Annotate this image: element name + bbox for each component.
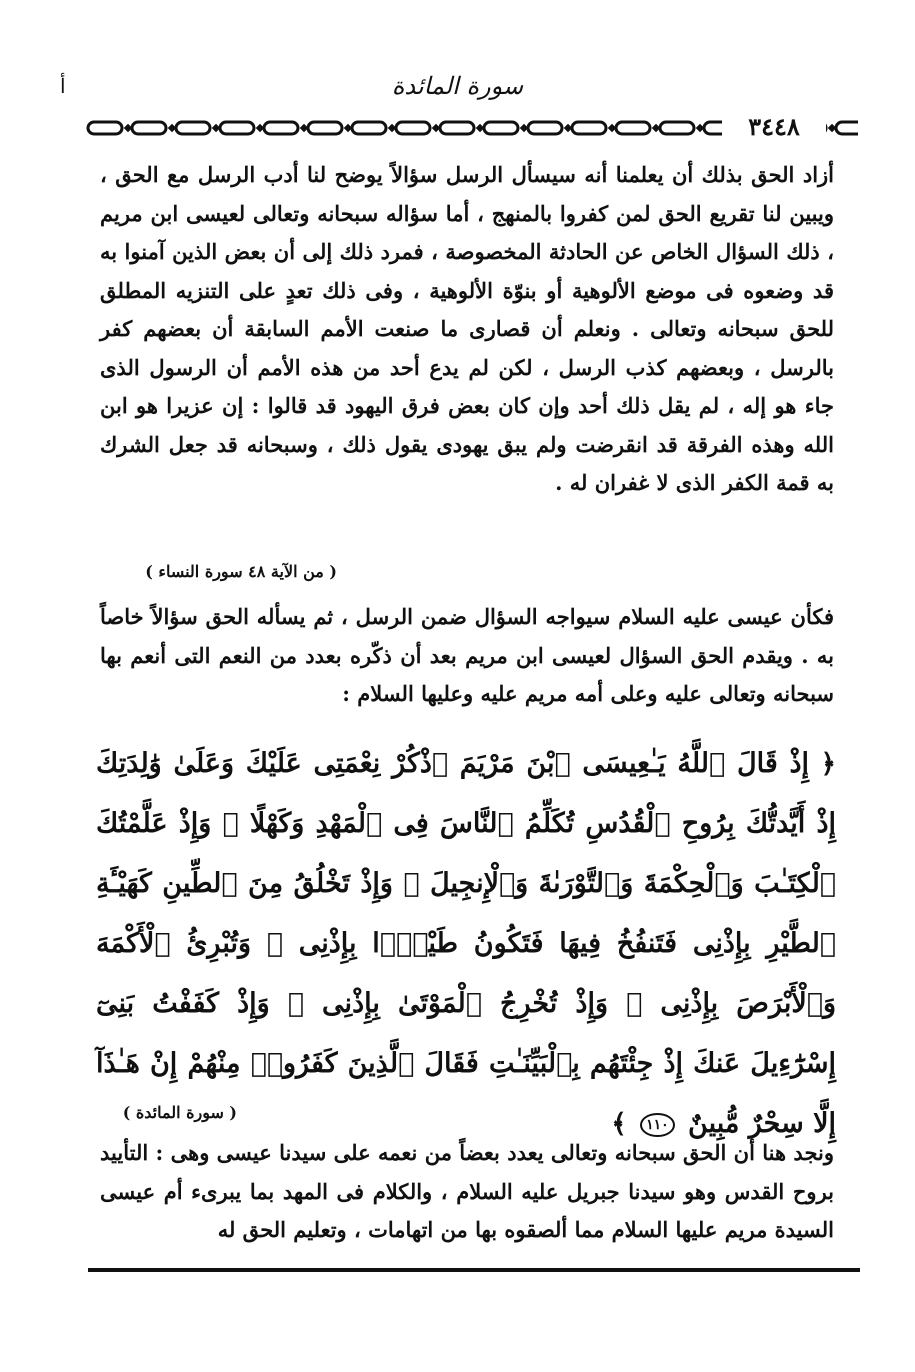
paragraph-2: فكأن عيسى عليه السلام سيواجه السؤال ضمن الرسل ، ثم يسأله الحق سؤالاً خاصاً به . ويقدم الحق السؤال لعيسى ابن مريم بعد أن ذكّره بعدد من النعم التى أنعم بها سبحانه وتعالى عليه وعلى أمه مريم عليه وعليها السلام : — [100, 604, 834, 706]
chain-diamond — [520, 124, 528, 132]
page-corner-mark: أ — [60, 74, 66, 98]
chain-diamond — [388, 124, 396, 132]
chain-link — [88, 122, 122, 134]
surah-reference: ( سورة المائدة ) — [122, 1103, 237, 1122]
footer-rule — [88, 1268, 860, 1272]
quran-verse — [96, 734, 836, 1154]
chain-link — [264, 122, 298, 134]
verse-text: إِذْ قَالَ ٱللَّهُ يَـٰعِيسَى ٱبْنَ مَرْيَمَ ٱذْكُرْ نِعْمَتِى عَلَيْكَ وَعَلَىٰ وَٰلِدَتِكَ إِذْ أَيَّدتُّكَ بِرُوحِ ٱلْقُدُسِ تُكَلِّمُ ٱلنَّاسَ فِى ٱلْمَهْدِ وَكَهْلًا ۖ وَإِذْ عَلَّمْتُكَ ٱلْكِتَـٰبَ وَٱلْحِكْمَةَ وَٱلتَّوْرَىٰةَ وَٱلْإِنجِيلَ ۖ وَإِذْ تَخْلُقُ مِنَ ٱلطِّينِ كَهَيْـَٔةِ ٱلطَّيْرِ بِإِذْنِى فَتَنفُخُ فِيهَا فَتَكُونُ طَيْرًۢا بِإِذْنِى ۖ وَتُبْرِئُ ٱلْأَكْمَهَ وَٱلْأَبْرَصَ بِإِذْنِى ۖ وَإِذْ تُخْرِجُ ٱلْمَوْتَىٰ بِإِذْنِى ۖ وَإِذْ كَفَفْتُ بَنِىٓ إِسْرَٰٓءِيلَ عَنكَ إِذْ جِئْتَهُم بِٱلْبَيِّنَـٰتِ فَقَالَ ٱلَّذِينَ كَفَرُوا۟ مِنْهُمْ إِنْ هَـٰذَآ إِلَّا سِحْرٌ مُّبِينٌ — [96, 748, 836, 1139]
chain-diamond — [652, 124, 660, 132]
chain-diamond — [828, 124, 836, 132]
chain-link — [176, 122, 210, 134]
chain-link — [132, 122, 166, 134]
verse-close-bracket: ﴾ — [611, 1109, 627, 1139]
chain-diamond — [212, 124, 220, 132]
ayah-number-marker: ١١٠ — [640, 1113, 675, 1137]
citation-reference: ( من الآية ٤٨ سورة النساء ) — [145, 562, 337, 581]
chain-link — [396, 122, 430, 134]
chain-link — [528, 122, 562, 134]
chain-link — [440, 122, 474, 134]
paragraph-1: أزاد الحق بذلك أن يعلمنا أنه سيسأل الرسل سؤالاً يوضح لنا أدب الرسل مع الحق ، ويبين لنا تقريع الحق لمن كفروا بالمنهج ، أما سؤاله سبحانه وتعالى لعيسى ابن مريم ، ذلك السؤال الخاص عن الحادثة المخصوصة ، فمرد ذلك إلى أن بعض الذين آمنوا به قد وضعوه فى موضع الألوهية أو بنوّة الألوهية ، وفى ذلك تعدٍ على التنزيه المطلق للحق سبحانه وتعالى . ونعلم أن قصارى ما صنعت الأمم السابقة أن بعضهم كفر بالرسل ، وبعضهم كذب الرسل ، لكن لم يدع أحد من هذه الأمم أن الرسول الذى جاء هو إله ، لم يقل ذلك أحد وإن كان بعض فرق اليهود قد قالوا : إن عزيرا هو ابن الله وهذه الفرقة قد انقرضت ولم يبق يهودى يقول ذلك ، وسبحانه قد جعل الشرك به قمة الكفر الذى لا غفران له . — [100, 162, 834, 495]
chain-link — [660, 122, 694, 134]
chain-diamond — [696, 124, 704, 132]
chain-link — [572, 122, 606, 134]
chain-diamond — [344, 124, 352, 132]
chain-link — [308, 122, 342, 134]
chain-link — [616, 122, 650, 134]
surah-title: سورة المائدة — [391, 72, 524, 100]
verse-open-bracket: ﴿ — [820, 749, 837, 779]
chain-diamond — [432, 124, 440, 132]
paragraph-3: ونجد هنا أن الحق سبحانه وتعالى يعدد بعضاً من نعمه على سيدنا عيسى وهى : التأييد بروح القدس وهو سيدنا جبريل عليه السلام ، والكلام فى المهد بما يبرىء أم عيسى السيدة مريم عليها السلام مما ألصقوه بها من اتهامات ، وتعليم الحق له — [100, 1140, 834, 1242]
chain-diamond — [168, 124, 176, 132]
chain-diamond — [300, 124, 308, 132]
chain-diamond — [476, 124, 484, 132]
chain-diamond — [256, 124, 264, 132]
chain-diamond — [124, 124, 132, 132]
page-number: ٣٤٤٨ — [722, 108, 826, 146]
chain-link — [836, 122, 858, 134]
chain-link — [352, 122, 386, 134]
chain-diamond — [564, 124, 572, 132]
chain-diamond — [608, 124, 616, 132]
chain-link — [484, 122, 518, 134]
chain-link — [220, 122, 254, 134]
